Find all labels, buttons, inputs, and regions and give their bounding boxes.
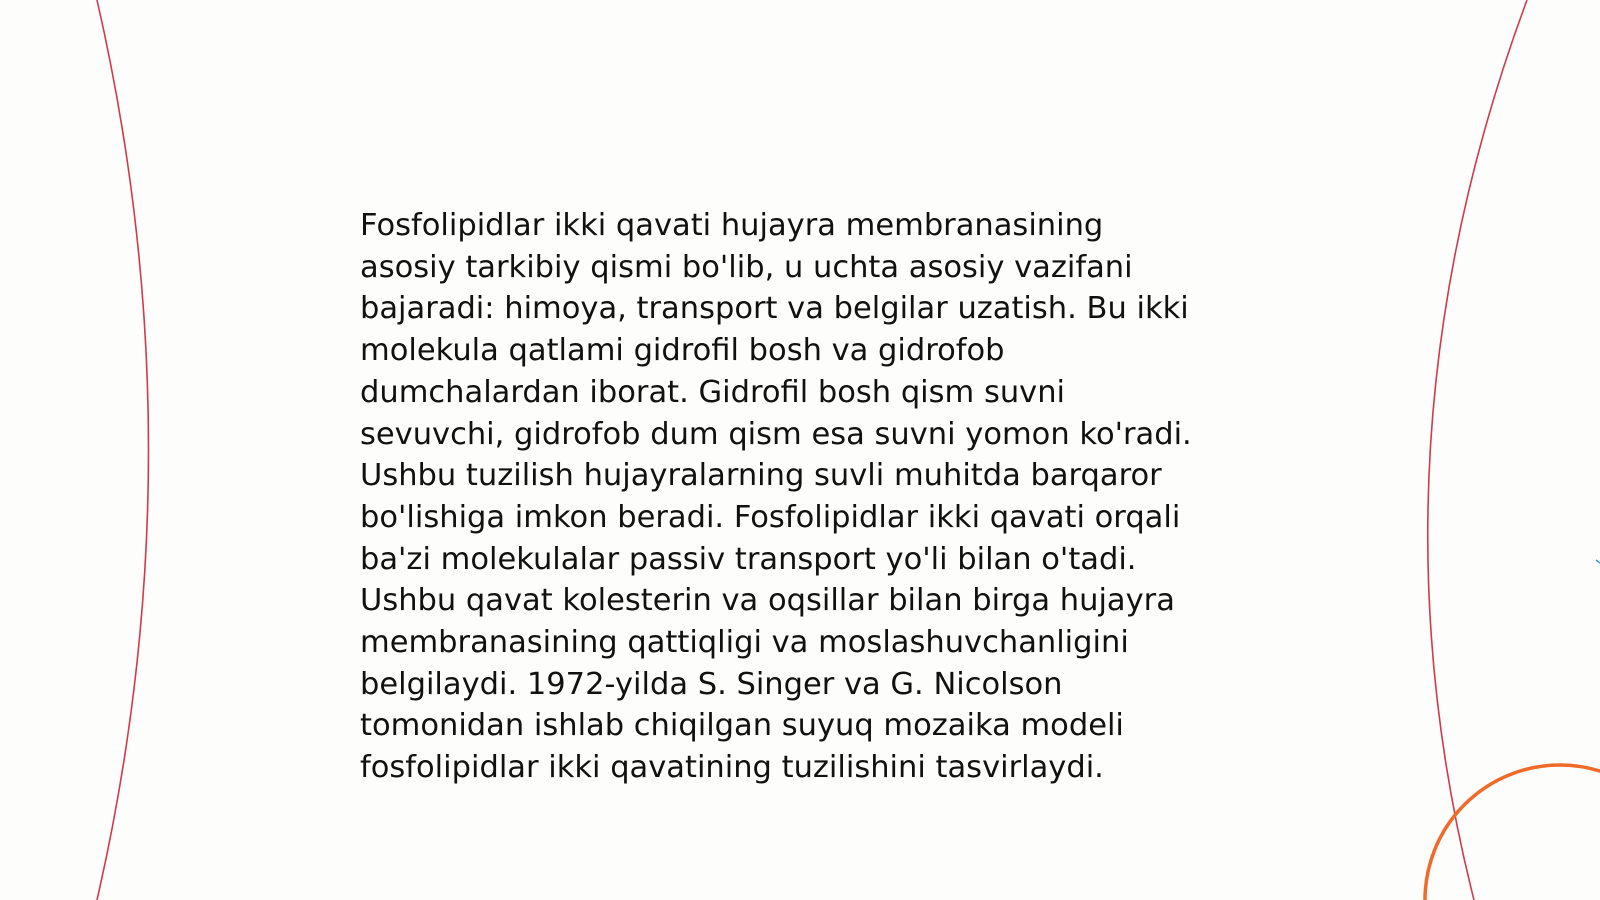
body-line: ba'zi molekulalar passiv transport yo'li bilan o'tadi. — [360, 541, 1137, 577]
body-line: membranasining qattiqligi va moslashuvchanligini — [360, 625, 1129, 661]
body-line: molekula qatlami gidrofil bosh va gidrofob — [360, 333, 1005, 369]
left-arc-line — [97, 0, 149, 900]
body-line: asosiy tarkibiy qismi bo'lib, u uchta asosiy vazifani — [360, 249, 1133, 285]
body-line: bo'lishiga imkon beradi. Fosfolipidlar ikki qavati orqali — [360, 499, 1181, 535]
body-line: Fosfolipidlar ikki qavati hujayra membranasining — [360, 208, 1104, 243]
body-line: tomonidan ishlab chiqilgan suyuq mozaika modeli — [360, 708, 1124, 744]
body-line: sevuvchi, gidrofob dum qism esa suvni yomon ko'radi. — [360, 416, 1192, 452]
body-line: fosfolipidlar ikki qavatining tuzilishini tasvirlaydi. — [360, 750, 1104, 786]
body-line: bajaradi: himoya, transport va belgilar uzatish. Bu ikki — [360, 291, 1189, 327]
body-line: Ushbu qavat kolesterin va oqsillar bilan birga hujayra — [360, 583, 1175, 619]
small-blue-mark — [1596, 560, 1600, 563]
body-paragraph — [360, 205, 1260, 789]
body-line: Ushbu tuzilish hujayralarning suvli muhitda barqaror — [360, 458, 1162, 494]
orange-circle-outline — [1425, 765, 1600, 900]
body-line: dumchalardan iborat. Gidrofil bosh qism suvni — [360, 374, 1066, 410]
body-line: belgilaydi. 1972-yilda S. Singer va G. Nicolson — [360, 666, 1063, 702]
right-arc-line — [1428, 0, 1527, 900]
